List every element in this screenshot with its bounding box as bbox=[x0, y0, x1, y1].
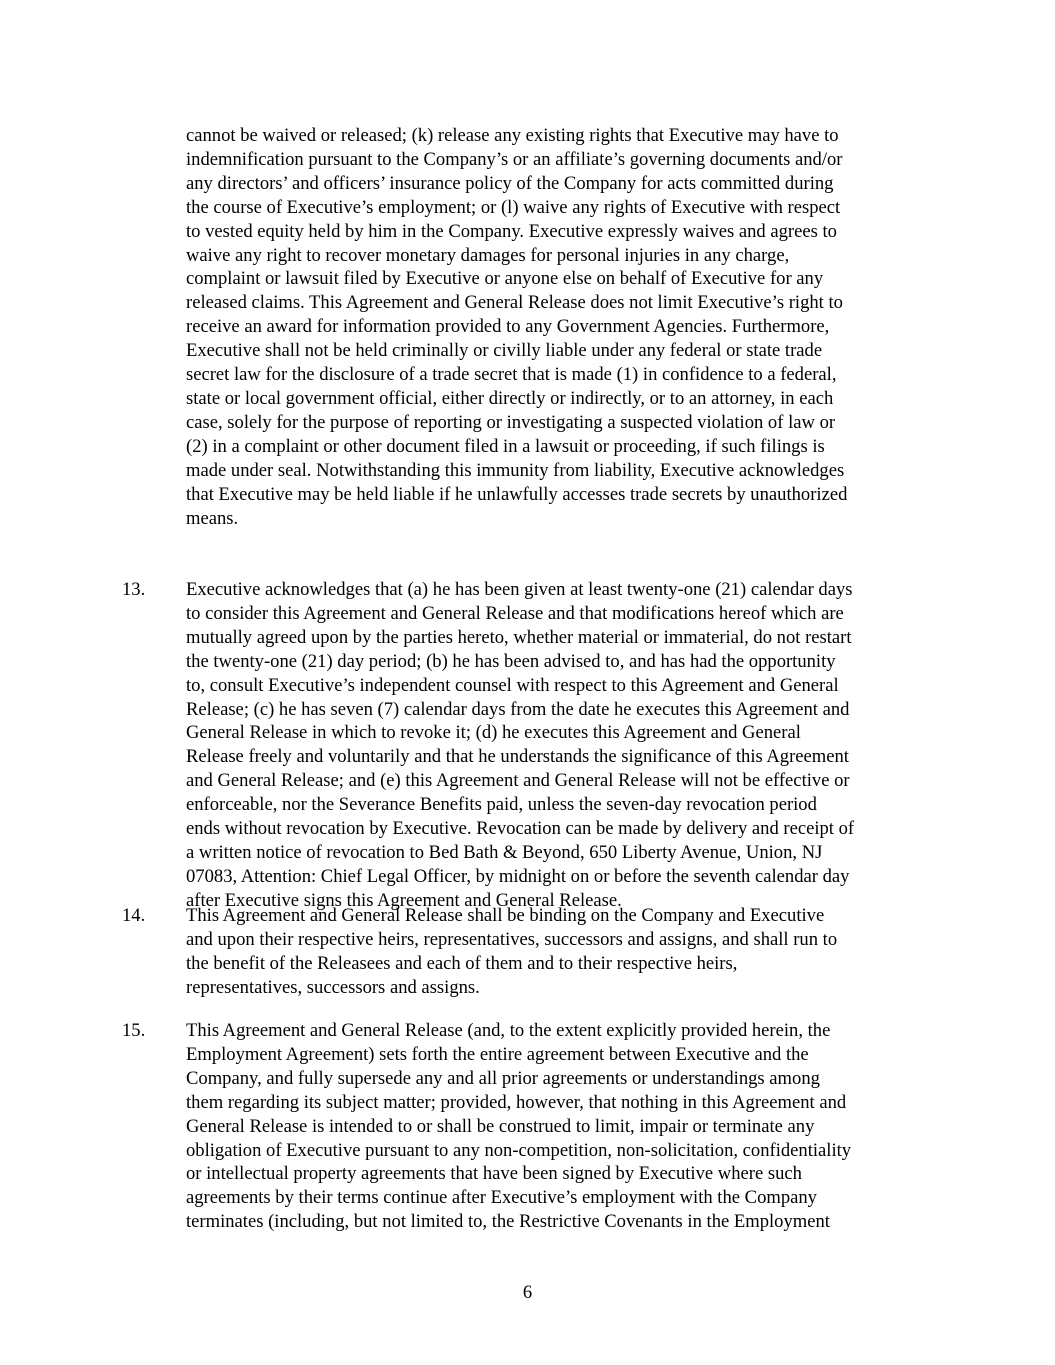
text-line: secret law for the disclosure of a trade secret that is made (1) in confidence to a federal, bbox=[186, 364, 837, 386]
text-line: This Agreement and General Release shall be binding on the Company and Executive bbox=[186, 905, 825, 926]
text-line: Release; (c) he has seven (7) calendar days from the date he executes this Agreement and bbox=[186, 698, 850, 720]
text-line: means. bbox=[186, 507, 239, 529]
text-line: to vested equity held by him in the Company. Executive expressly waives and agrees to bbox=[186, 220, 837, 242]
text-line: obligation of Executive pursuant to any non-competition, non-solicitation, confidentiality bbox=[186, 1139, 852, 1161]
text-line: receive an award for information provided to any Government Agencies. Furthermore, bbox=[186, 316, 830, 338]
text-line: complaint or lawsuit filed by Executive or anyone else on behalf of Executive for any bbox=[186, 268, 824, 290]
text-line: terminates (including, but not limited to, the Restrictive Covenants in the Employment bbox=[186, 1211, 830, 1233]
continuation-paragraph bbox=[186, 124, 936, 530]
text-line: enforceable, nor the Severance Benefits paid, unless the seven-day revocation period bbox=[186, 794, 817, 816]
section-number: 15. bbox=[122, 1020, 146, 1041]
text-line: the twenty-one (21) day period; (b) he has been advised to, and has had the opportunity bbox=[186, 650, 836, 672]
text-line: the benefit of the Releasees and each of them and to their respective heirs, bbox=[186, 952, 738, 974]
text-line: a written notice of revocation to Bed Bath & Beyond, 650 Liberty Avenue, Union, NJ bbox=[186, 841, 823, 863]
text-line: the course of Executive’s employment; or (l) waive any rights of Executive with respect bbox=[186, 196, 841, 218]
text-line: case, solely for the purpose of reporting or investigating a suspected violation of law or bbox=[186, 411, 836, 433]
text-line: that Executive may be held liable if he unlawfully accesses trade secrets by unauthorized bbox=[186, 483, 848, 505]
text-line: General Release is intended to or shall be construed to limit, impair or terminate any bbox=[186, 1115, 815, 1137]
text-line: representatives, successors and assigns. bbox=[186, 976, 480, 998]
text-line: Company, and fully supersede any and all prior agreements or understandings among bbox=[186, 1067, 820, 1089]
section-number: 14. bbox=[122, 905, 146, 926]
text-line: This Agreement and General Release (and, to the extent explicitly provided herein, the bbox=[186, 1020, 831, 1041]
text-line: Executive shall not be held criminally or civilly liable under any federal or state trade bbox=[186, 340, 823, 362]
text-line: any directors’ and officers’ insurance policy of the Company for acts committed during bbox=[186, 172, 834, 194]
text-line: Executive acknowledges that (a) he has been given at least twenty-one (21) calendar days bbox=[186, 579, 853, 600]
text-line: 07083, Attention: Chief Legal Officer, by midnight on or before the seventh calendar day bbox=[186, 865, 850, 887]
text-line: them regarding its subject matter; provided, however, that nothing in this Agreement and bbox=[186, 1091, 847, 1113]
text-line: mutually agreed upon by the parties hereto, whether material or immaterial, do not restart bbox=[186, 626, 852, 648]
text-line: indemnification pursuant to the Company’s or an affiliate’s governing documents and/or bbox=[186, 148, 843, 170]
section-14-paragraph bbox=[186, 904, 936, 1000]
section-15-paragraph bbox=[186, 1019, 936, 1234]
text-line: agreements by their terms continue after Executive’s employment with the Company bbox=[186, 1187, 817, 1209]
section-number: 13. bbox=[122, 579, 146, 600]
page-number: 6 bbox=[522, 1282, 533, 1303]
text-line: and General Release; and (e) this Agreement and General Release will not be effective or bbox=[186, 770, 850, 792]
text-line: state or local government official, either directly or indirectly, or to an attorney, in each bbox=[186, 387, 834, 409]
text-line: ends without revocation by Executive. Revocation can be made by delivery and receipt of bbox=[186, 818, 855, 840]
text-line: released claims. This Agreement and General Release does not limit Executive’s right to bbox=[186, 292, 843, 314]
section-13-paragraph bbox=[186, 578, 936, 913]
text-line: Employment Agreement) sets forth the entire agreement between Executive and the bbox=[186, 1043, 809, 1065]
text-line: to consider this Agreement and General Release and that modifications hereof which are bbox=[186, 602, 844, 624]
text-line: cannot be waived or released; (k) release any existing rights that Executive may have to bbox=[186, 125, 839, 146]
text-line: Release freely and voluntarily and that he understands the significance of this Agreement bbox=[186, 746, 849, 768]
text-line: and upon their respective heirs, representatives, successors and assigns, and shall run to bbox=[186, 928, 838, 950]
text-line: (2) in a complaint or other document filed in a lawsuit or proceeding, if such filings is bbox=[186, 435, 825, 457]
text-line: after Executive signs this Agreement and General Release. bbox=[186, 889, 622, 911]
text-line: waive any right to recover monetary damages for personal injuries in any charge, bbox=[186, 244, 790, 266]
text-line: General Release in which to revoke it; (d) he executes this Agreement and General bbox=[186, 722, 801, 744]
text-line: made under seal. Notwithstanding this immunity from liability, Executive acknowledges bbox=[186, 459, 845, 481]
text-line: to, consult Executive’s independent counsel with respect to this Agreement and General bbox=[186, 674, 839, 696]
text-line: or intellectual property agreements that have been signed by Executive where such bbox=[186, 1163, 802, 1185]
